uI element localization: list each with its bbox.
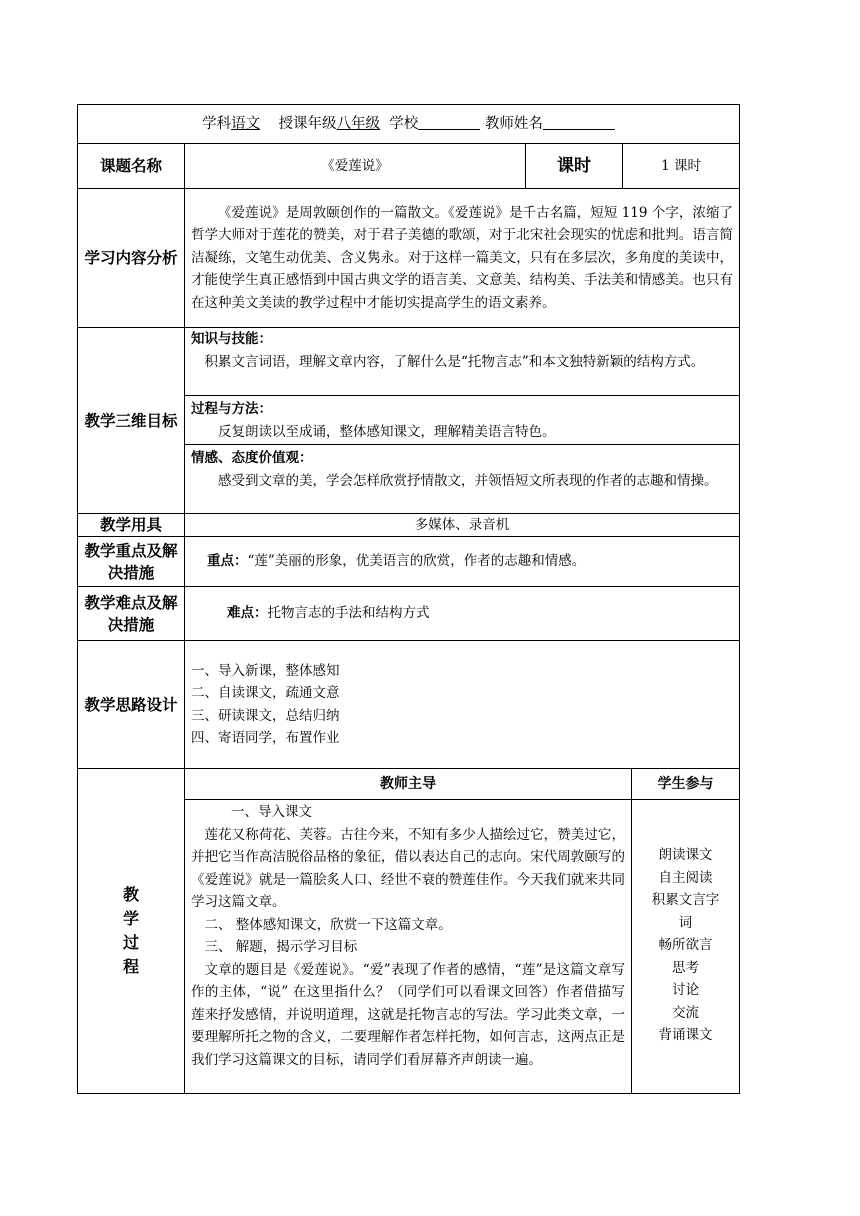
teacher-content xyxy=(185,800,632,1094)
tools-value: 多媒体、录音机 xyxy=(185,514,740,537)
key-points-label: 教学重点及解决措施 xyxy=(78,537,185,587)
emotion-block xyxy=(185,445,739,513)
design-steps xyxy=(185,641,740,769)
subject-value: 语文 xyxy=(231,115,261,132)
analysis-label: 学习内容分析 xyxy=(78,189,185,328)
topic-row xyxy=(78,144,740,189)
objectives-row xyxy=(78,328,740,514)
key-points-cell xyxy=(185,537,740,587)
process-text: 反复朗读以至成诵，整体感知课文，理解精美语言特色。 xyxy=(218,423,556,440)
process-label xyxy=(78,769,185,1094)
section-3-title: 三、 解题，揭示学习目标 xyxy=(204,939,358,955)
objectives-label: 教学三维目标 xyxy=(78,328,185,514)
tools-label: 教学用具 xyxy=(78,514,185,537)
design-step: 一、导入新课，整体感知 xyxy=(191,662,340,679)
topic-label: 课题名称 xyxy=(78,144,185,189)
section-1-title: 一、导入课文 xyxy=(231,804,312,820)
grade-label: 授课年级 xyxy=(278,115,337,132)
process-label-char: 学 xyxy=(122,909,139,928)
design-row xyxy=(78,641,740,769)
student-item: 积累文言字 xyxy=(651,892,720,908)
student-item: 畅所欲言 xyxy=(658,937,713,953)
objectives-cell xyxy=(185,328,740,514)
process-title: 过程与方法： xyxy=(191,401,272,417)
tools-row xyxy=(78,514,740,537)
knowledge-block xyxy=(185,328,739,396)
section-3-text: 文章的题目是《爱莲说》。“爱”表现了作者的感情，“莲”是这篇文章写作的主体，“说” 在这里指什么？（同学们可以看课文回答）作者借描写莲来抒发感情，并说明道理，这就是托物言志的写法。学习此类文章，一要理解所托之物的含义，二要理解作者怎样托物，如何言志，这两点正是我们学习这篇课文的目标，请同学们看屏幕齐声朗读一遍。 xyxy=(191,961,625,1068)
student-item: 词 xyxy=(678,914,693,931)
student-item: 背诵课文 xyxy=(658,1027,713,1043)
teacher-label: 教师姓名 xyxy=(484,115,543,132)
difficulties-text: 托物言志的手法和结构方式 xyxy=(267,605,430,622)
key-points-row xyxy=(78,537,740,587)
student-header: 学生参与 xyxy=(632,769,740,800)
difficulties-row xyxy=(78,587,740,641)
design-step: 二、自读课文，疏通文意 xyxy=(191,685,340,701)
teacher-blank xyxy=(543,115,615,130)
difficulties-cell xyxy=(185,587,740,641)
knowledge-text: 积累文言词语，理解文章内容，了解什么是“托物言志”和本文独特新颖的结构方式。 xyxy=(204,353,705,370)
process-header-row xyxy=(78,769,740,800)
teacher-header: 教师主导 xyxy=(185,769,632,800)
student-content xyxy=(632,800,740,1094)
process-label-char: 过 xyxy=(122,933,139,952)
school-label: 学校 xyxy=(389,115,419,132)
emotion-title: 情感、态度价值观： xyxy=(191,450,313,466)
student-item: 讨论 xyxy=(672,982,699,998)
design-label: 教学思路设计 xyxy=(78,641,185,769)
design-step: 四、寄语同学，布置作业 xyxy=(191,730,340,746)
difficulties-prefix: 难点： xyxy=(227,605,268,622)
section-1-text: 莲花又称荷花、芙蓉。古往今来，不知有多少人描绘过它，赞美过它，并把它当作高洁脱俗品格的象征，借以表达自己的志向。宋代周敦颐写的《爱莲说》就是一篇脍炙人口、经世不衰的赞莲佳作。今天我们就来共同学习这篇文章。 xyxy=(191,826,625,910)
section-2-text: 二、 整体感知课文，欣赏一下这篇文章。 xyxy=(204,916,452,933)
student-item: 思考 xyxy=(672,959,699,976)
process-label-char: 程 xyxy=(122,957,139,976)
school-blank xyxy=(418,115,480,130)
header-row xyxy=(78,105,740,144)
key-points-prefix: 重点： xyxy=(207,553,248,570)
subject-label: 学科 xyxy=(202,115,232,132)
analysis-row xyxy=(78,189,740,328)
student-item: 交流 xyxy=(672,1004,699,1021)
process-label-char: 教 xyxy=(122,885,139,904)
lesson-plan-table xyxy=(77,104,740,1094)
grade-value: 八年级 xyxy=(336,115,381,132)
topic-value: 《爱莲说》 xyxy=(185,144,526,189)
emotion-text: 感受到文章的美，学会怎样欣赏抒情散文，并领悟短文所表现的作者的志趣和情操。 xyxy=(218,472,718,489)
analysis-text: 《爱莲说》是周敦颐创作的一篇散文。《爱莲说》是千古名篇，短短 119 个字，浓缩了哲学大师对于莲花的赞美，对于君子美德的歌颂，对于北宋社会现实的忧虑和批判。语言简洁凝练，文笔生动优美、含义隽永。对于这样一篇美文，只有在多层次，多角度的美读中，才能使学生真正感悟到中国古典文学的语言美、文意美、结构美、手法美和情感美。也只有在这种美文美读的教学过程中才能切实提高学生的语文素养。 xyxy=(185,189,740,328)
difficulties-label: 教学难点及解决措施 xyxy=(78,587,185,641)
hours-value: 1 课时 xyxy=(623,144,740,189)
process-block xyxy=(185,396,739,445)
knowledge-title: 知识与技能： xyxy=(191,331,272,347)
design-step: 三、研读课文，总结归纳 xyxy=(191,707,340,724)
key-points-text: “莲”美丽的形象，优美语言的欣赏，作者的志趣和情感。 xyxy=(247,553,586,570)
student-item: 朗读课文 xyxy=(658,847,713,863)
student-item: 自主阅读 xyxy=(658,869,713,886)
header-cell xyxy=(78,105,740,144)
hours-label: 课时 xyxy=(526,144,623,189)
lesson-plan-page xyxy=(77,104,739,1094)
